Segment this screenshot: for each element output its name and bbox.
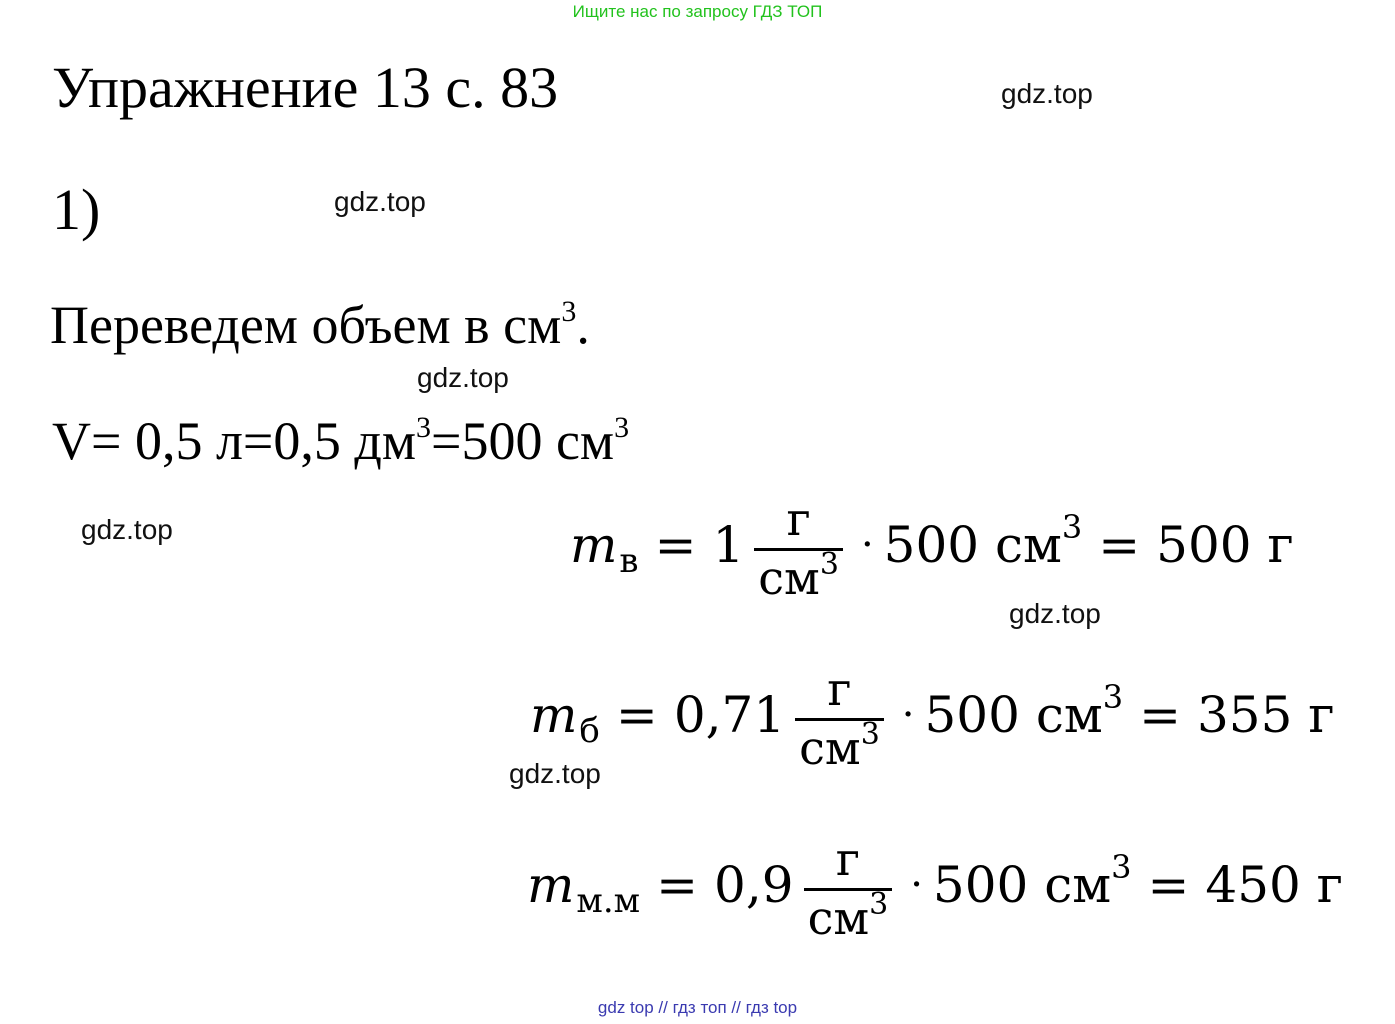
top-search-banner: Ищите нас по запросу ГДЗ ТОП: [572, 2, 823, 21]
mass-result: 500 г: [1156, 515, 1294, 574]
volume-lhs: V= 0,5 л=0,5 дм: [52, 411, 416, 471]
multiply-dot: ·: [910, 861, 923, 908]
equals-sign: =: [1147, 855, 1190, 914]
density-coefficient: 1: [712, 515, 745, 574]
watermark: gdz.top: [334, 186, 426, 217]
conversion-intro: [50, 294, 590, 356]
density-unit-fraction: [754, 492, 843, 605]
fraction-numerator: г: [786, 492, 811, 546]
equals-sign: =: [656, 855, 699, 914]
mass-subscript: м.м: [576, 880, 641, 921]
fraction-denominator: $см^3$: [807, 887, 889, 945]
conversion-intro-period: .: [576, 295, 590, 355]
multiply-dot: ·: [901, 691, 915, 738]
fraction-numerator: г: [835, 832, 860, 886]
watermark: gdz.top: [81, 514, 173, 545]
exercise-title: Упражнение 13 с. 83: [52, 55, 559, 120]
volume-exponent: 3: [416, 411, 431, 444]
mass-symbol: m: [570, 515, 618, 574]
fraction-numerator: г: [827, 662, 852, 716]
mass-subscript: б: [579, 710, 600, 751]
conversion-intro-text: Переведем объем в см: [50, 295, 562, 355]
mass-formula-water: [570, 492, 1294, 605]
fraction-denominator: $см^3$: [758, 547, 839, 605]
equals-sign: =: [654, 515, 697, 574]
mass-result: 450 г: [1205, 855, 1343, 914]
watermark: gdz.top: [509, 758, 601, 789]
mass-formula-gasoline: [530, 662, 1335, 775]
conversion-intro-exponent: 3: [561, 295, 577, 328]
density-unit-fraction: [795, 662, 884, 775]
equals-sign: =: [1098, 515, 1141, 574]
mass-formula-oil: [527, 832, 1343, 945]
footer-links: gdz top // гдз топ // гдз top: [597, 998, 798, 1017]
density-coefficient: 0,71: [673, 685, 786, 744]
watermark: gdz.top: [1001, 78, 1093, 109]
volume-exponent: 3: [614, 411, 630, 444]
multiply-dot: ·: [860, 521, 874, 568]
equals-sign: =: [1139, 685, 1181, 744]
watermark: gdz.top: [1009, 598, 1101, 629]
volume-equation: [52, 410, 629, 472]
volume-value: 500 $см^3$: [932, 847, 1132, 914]
density-unit-fraction: [804, 832, 893, 945]
mass-result: 355 г: [1197, 685, 1335, 744]
density-coefficient: 0,9: [714, 855, 794, 914]
volume-value: 500 $см^3$: [883, 507, 1083, 574]
watermark: gdz.top: [417, 362, 509, 393]
mass-subscript: в: [619, 540, 639, 581]
equals-sign: =: [615, 685, 658, 744]
part-number: 1): [52, 177, 101, 242]
mass-symbol: m: [527, 855, 575, 914]
volume-rhs: =500 см: [431, 411, 615, 471]
volume-value: 500 $см^3$: [924, 677, 1124, 744]
fraction-denominator: $см^3$: [799, 717, 880, 775]
mass-symbol: m: [530, 685, 578, 744]
